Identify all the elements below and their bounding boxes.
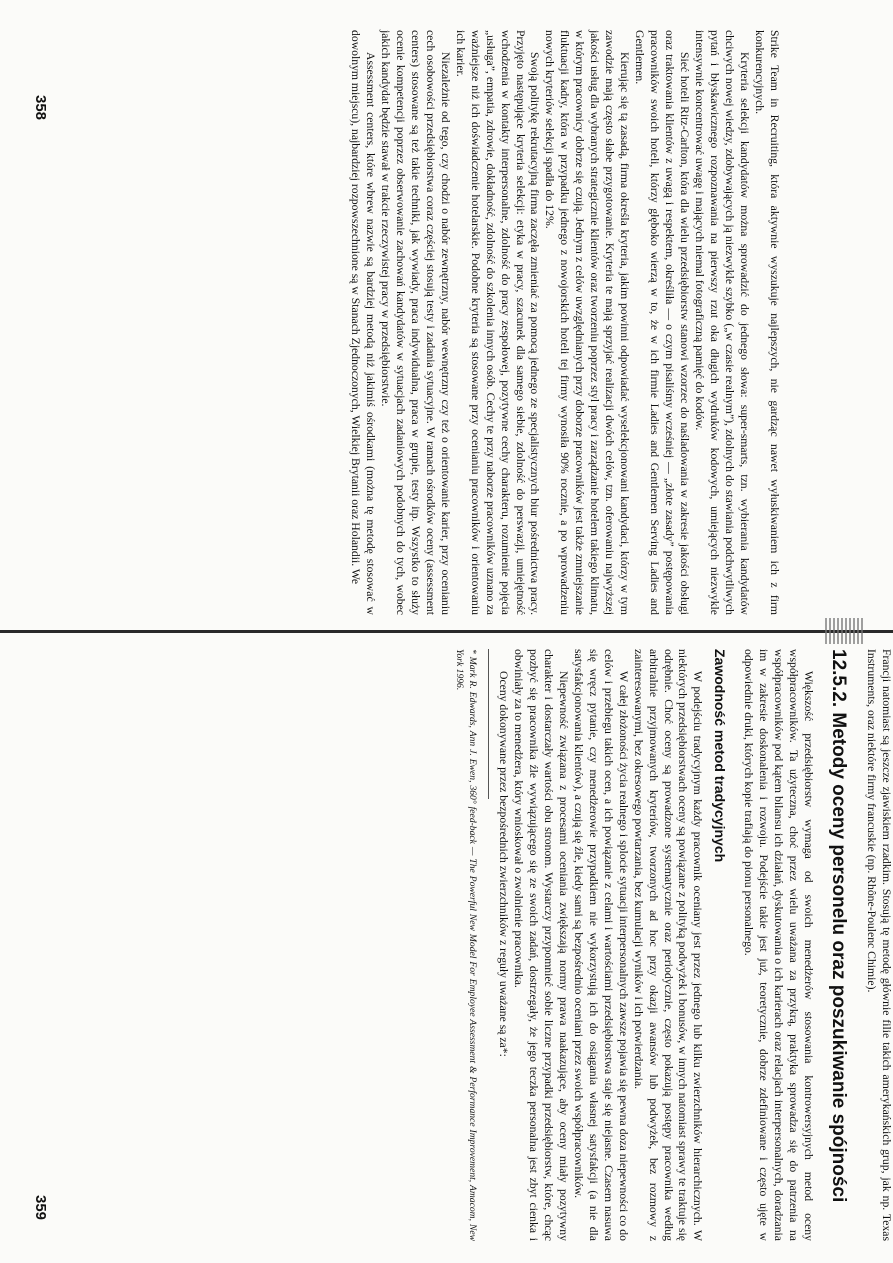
right-page-text <box>453 649 893 1241</box>
left-page-text <box>347 30 781 615</box>
paragraph: Kryteria selekcji kandydatów można sprowadzić do jednego słowa: super-smarts, tzn. wybierania kandydatów chciwych nowej wiedzy, zdobywających ją niezwykle szybko („w czasie realnym”), zdolnych do stawiania podchwytliwych pytań i błyskawicznego rozpoznawania na pierwszy rzut oka długich wydruków kodowych, umiejących niezwykle intensywnie koncentrować uwagę i mających niemal fotograficzną pamięć do kodów. <box>693 30 752 615</box>
paragraph: Większość przedsiębiorstw wymaga od swoich menedżerów stosowania kontrowersyjnych metod oceny współpracowników. Ta użyteczna, choć przez wielu uważana za przykrą, praktyka sprowadza się do patrzenia na współpracowników pod kątem bilansu ich działań, dyskutowania o ich karierach oraz relacjach interpersonalnych, doradzania im w zakresie doskonalenia i rozwoju. Podejście takie jest już, teoretycznie, dobrze zdefiniowane i często ujęte w odpowiednie druki, których kopie trafiają do pionu personalnego. <box>742 649 816 1241</box>
paragraph: Sieć hoteli Ritz-Carlton, która dla wielu przedsiębiorstw stanowi wzorzec do naśladowania w zakresie jakości obsługi oraz traktowania klientów z uwagą i respektem, określiła — o czym pisaliśmy wcześniej — „złote zasady” postępowania pracowników swoich hoteli, którzy głęboko wierzą w to, że w ich firmie Ladies and Gentlemen Serving Ladies and Gentlemen. <box>633 30 692 615</box>
footnote: * Mark R. Edwards, Ann J. Ewen, 360° feed-back — The Powerful New Model For Employee Assessment & Performance Improvement, Amacom, New York 1996. <box>454 649 478 1241</box>
page-number-left: 358 <box>32 95 49 121</box>
subheading: Zawodność metod tradycyjnych <box>712 649 729 863</box>
paragraph: Strike Team in Recruiting, która aktywnie wyszukuje najlepszych, nie gardząc nawet wyłuskiwaniem ich z firm konkurencyjnych. <box>753 30 781 615</box>
paragraph: Swoją politykę rekrutacyjną firma zaczęła zmieniać za pomocą jednego ze specjalistycznych biur pośrednictwa pracy. Przyjęto następujące kryteria selekcji: etyka w pracy, szacunek dla samego siebie, zdolność do perswazji, umiejętność wchodzenia w kontakty interpersonalne, zdolność do pracy zespołowej, pozytywne cechy charakteru, rozumienie pojęcia „usługa”, empatia, zdrowie, dokładność, zdolność do szkolenia innych osób. Cechy te przy naborze pracowników uznano za ważniejsze niż ich doświadczenie hotelarskie. Podobne kryteria są stosowane przy ocenianiu pracowników i orientowaniu ich karier. <box>453 30 542 615</box>
paragraph: Niepewność związana z procesami oceniania zwiększają normy prawa naakazujące, aby oceny miały pozytywny charakter i dostarczały wartości obu stronom. Wystarczy przypomnieć sobie liczne przypadki przedsiębiorstw, które, chcąc pozbyć się pracownika źle wywiązującego się ze swoich zadań, dostrzegały, że jego teczka personalna jest zbyt cienka i obwiniały za to menedżera, który wnioskował o zwolnienie pracownika. <box>511 649 570 1241</box>
paragraph: W podejściu tradycyjnym każdy pracownik oceniany jest przez jednego lub kilku zwierzchników hierarchicznych. W niektórych przedsiębiorstwach oceny są powiązane z polityką podwyżek i bonusów, w innych natomiast sprawy te traktuje się odrębnie. Choć oceny są prowadzone systematycznie oraz periodycznie, często pokazują postępy pracownika według arbitralnie przyjmowanych kryteriów, tworzonych ad hoc przy okazji awansów lub podwyżek, bez rozmowy z zainteresowanymi, bez okresowego powtarzania, bez kumulacji wyników i ich potwierdzania. <box>631 649 705 1241</box>
page-number-right: 359 <box>32 1195 49 1221</box>
paragraph: Kierując się tą zasadą, firma określa kryteria, jakim powinni odpowiadać wyselekcjonowani kandydaci, którzy w tym zawodzie mają często słabe przygotowanie. Kryteria te mają sprzyjać realizacji dwóch celów, tzn. oferowaniu najwyższej jakości usług dla wybranych strategicznie klientów oraz tworzeniu poprzez styl pracy i zarządzanie hotelem takiego klimatu, w którym pracownicy dobrze się czują. Jednym z celów uwzględnianych przy doborze pracowników jest także zmniejszanie fluktuacji kadry, która w przypadku jednego z nowojorskich hoteli tej firmy wynosiła 90% rocznie, a po wprowadzeniu nowych kryteriów selekcji spadła do 12%. <box>543 30 632 615</box>
paragraph: Oceny dokonywane przez bezpośrednich zwierzchników z reguły uważane są za*: <box>496 671 510 1057</box>
paragraph: Niezależnie od tego, czy chodzi o nabór zewnętrzny, nabór wewnętrzny czy też o orientowanie karier, przy ocenianiu cech osobowości przedsiębiorstwa coraz częściej stosują testy i zadania sytuacyjne. W ramach ośrodków oceny (assessment centers) stosowane są też takie techniki, jak wywiady, praca indywidualna, praca w grupie, testy itp. Wszystko to służy ocenie kompetencji poprzez obserwowanie zachowań kandydatów w sytuacjach zadaniowych podobnych do tych, wobec jakich kandydat będzie stawał w trakcie rzeczywistej pracy w przedsiębiorstwie. <box>378 30 452 615</box>
paragraph: Assessment centers, które wbrew nazwie są bardziej metodą niż jakimiś ośrodkami (można tę metodę stosować w dowolnym miejscu), najbardziej rozpowszechnione są w Stanach Zjednoczonych, Wielkiej Brytanii oraz Holandii. We <box>348 30 377 615</box>
section-heading: 12.5.2. Metody oceny personelu oraz poszukiwanie spójności <box>828 649 850 1203</box>
paragraph: W całej złożoności życia realnego i splocie sytuacji interpersonalnych zawsze pojawia się pewna doza niepewności co do celów i przebiegu takich ocen, a ich powiązanie z celami i wartościami przedsiębiorstwa staje się niejasne. Czasem nasuwa się wręcz pytanie, czy menedżerowie przypadkiem nie wykorzystują ich do osiągania własnej satysfakcji (a nie dla satysfakcjonowania klientów), a czują się źle, kiedy sami są bezpośrednio oceniani przez swoich współpracowników. <box>571 649 630 1241</box>
right-page <box>0 632 893 1263</box>
paragraph: Francji natomiast są jeszcze zjawiskiem rzadkim. Stosują tę metodę głównie filie takich amerykańskich grup, jak np. Texas Instruments, oraz niektóre firmy francuskie (np. Rhône-Poulenc Chimie). <box>865 649 893 1241</box>
footnote-separator <box>488 649 489 799</box>
